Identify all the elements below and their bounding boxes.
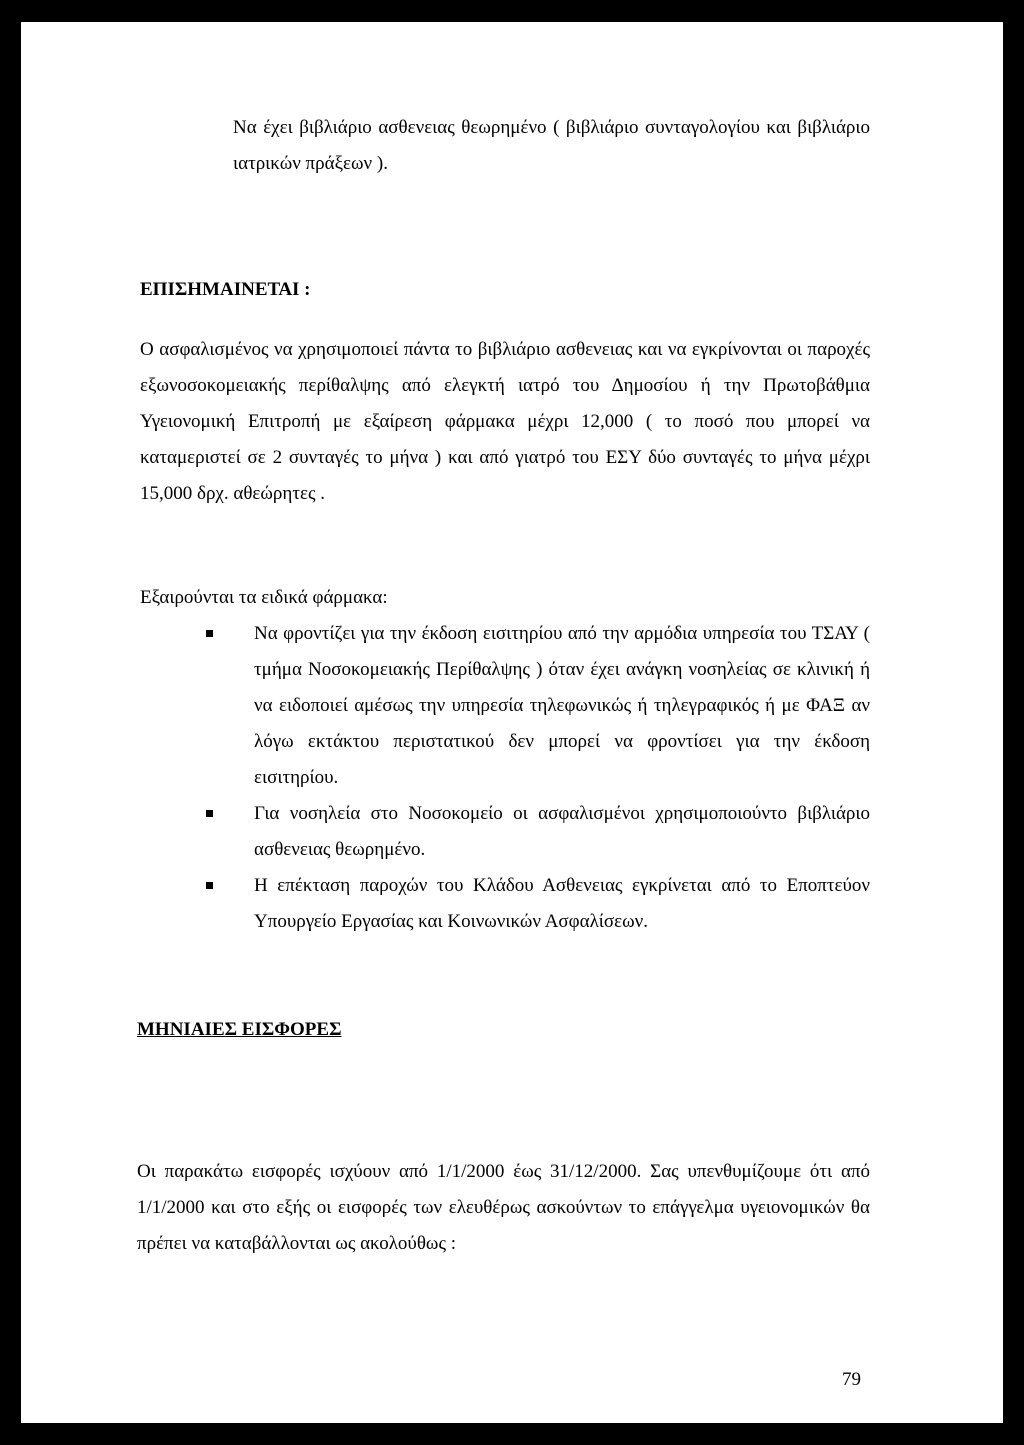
exclusions-intro: Εξαιρούνται τα ειδικά φάρμακα: bbox=[140, 587, 388, 608]
section-heading: ΜΗΝΙΑΙΕΣ ΕΙΣΦΟΡΕΣ bbox=[137, 1019, 342, 1040]
document-page bbox=[21, 22, 1003, 1423]
notice-paragraph: Ο ασφαλισμένος να χρησιμοποιεί πάντα το βιβλιάριο ασθενειας και να εγκρίνονται οι παροχές εξωνοσοκομειακής περίθαλψης από ελεγκτή ιατρό του Δημοσίου ή την Πρωτοβάθμια Υγειονομική Επιτροπή με εξαίρεση φάρμακα μέχρι 12,000 ( το ποσό που μπορεί να καταμεριστεί σε 2 συνταγές το μήνα ) και από γιατρό του ΕΣΥ δύο συνταγές το μήνα μέχρι 15,000 δρχ. αθεώρητες . bbox=[140, 339, 870, 504]
list-item bbox=[206, 796, 870, 868]
intro-paragraph: Να έχει βιβλιάριο ασθενειας θεωρημένο ( βιβλιάριο συνταγολογίου και βιβλιάριο ιατρικών πράξεων ). bbox=[233, 117, 870, 174]
list-item-text: Για νοσηλεία στο Νοσοκομείο οι ασφαλισμένοι χρησιμοποιούντο βιβλιάριο ασθενειας θεωρημένο. bbox=[254, 803, 870, 860]
list-item-text: Η επέκταση παροχών του Κλάδου Ασθενειας εγκρίνεται από το Εποπτεύον Υπουργείο Εργασίας και Κοινωνικών Ασφαλίσεων. bbox=[254, 875, 870, 932]
notice-heading: ΕΠΙΣΗΜΑΙΝΕΤΑΙ : bbox=[140, 279, 311, 300]
list-item-text: Να φροντίζει για την έκδοση εισιτηρίου από την αρμόδια υπηρεσία του ΤΣΑΥ ( τμήμα Νοσοκομειακής Περίθαλψης ) όταν έχει ανάγκη νοσηλείας σε κλινική ή να ειδοποιεί αμέσως την υπηρεσία τηλεφωνικώς ή τηλεγραφικός ή με ΦΑΞ αν λόγω εκτάκτου περιστατικού δεν μπορεί να φροντίσει για την έκδοση εισιτηρίου. bbox=[254, 623, 870, 788]
contributions-paragraph: Οι παρακάτω εισφορές ισχύουν από 1/1/2000 έως 31/12/2000. Σας υπενθυμίζουμε ότι από 1/1/2000 και στο εξής οι εισφορές των ελευθέρως ασκούντων το επάγγελμα υγειονομικών θα πρέπει να καταβάλλονται ως ακολούθως : bbox=[137, 1161, 870, 1254]
list-item bbox=[206, 868, 870, 940]
bullet-icon bbox=[206, 630, 213, 637]
exclusions-list bbox=[206, 616, 870, 940]
bullet-icon bbox=[206, 882, 213, 889]
page-number: 79 bbox=[842, 1369, 861, 1390]
list-item bbox=[206, 616, 870, 796]
bullet-icon bbox=[206, 810, 213, 817]
